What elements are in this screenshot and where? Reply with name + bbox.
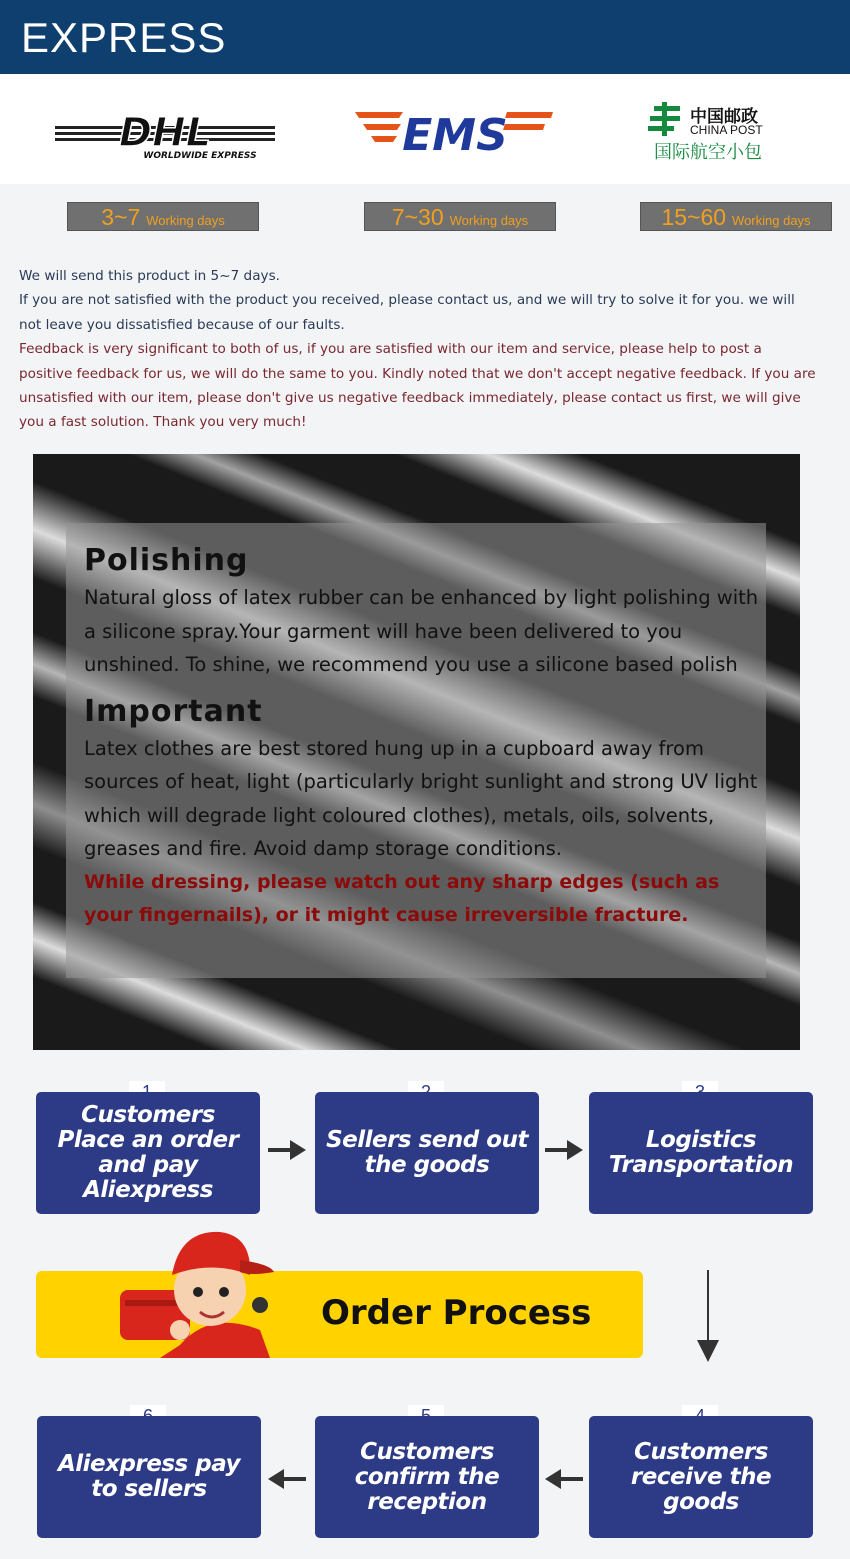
header-title: EXPRESS	[21, 14, 227, 61]
page-header	[0, 0, 850, 74]
order-process-title: Order Process	[321, 1293, 592, 1333]
polishing-heading: Polishing	[84, 543, 249, 578]
dhl-days-label: Working days	[146, 213, 225, 228]
step-2-box: Sellers send out the goods	[315, 1092, 539, 1214]
ems-logo	[355, 106, 555, 156]
post-days-num: 15~60	[661, 204, 727, 230]
ems-days-label: Working days	[449, 213, 529, 228]
warning-text: While dressing, please watch out any sharp edges (such as your fingernails), or it might cause irreversible fracture.	[84, 870, 720, 926]
dhl-days-num: 3~7	[101, 204, 141, 230]
ems-days-num: 7~30	[391, 204, 444, 230]
step-3-box: Logistics Transportation	[589, 1092, 813, 1214]
china-post-cn-title: 中国邮政	[690, 107, 758, 127]
step-4-box: Customers receive the goods	[589, 1416, 813, 1538]
important-heading: Important	[84, 693, 263, 729]
satisfaction-note: If you are not satisfied with the product you received, please contact us, and we will try to solve it for you. we will not leave you dissatisfied because of our faults.	[19, 292, 795, 333]
arrow-down-icon	[695, 1270, 721, 1362]
ems-days-badge	[364, 202, 556, 231]
shipping-notes	[19, 264, 819, 435]
china-post-en-title: CHINA POST	[690, 123, 763, 137]
arrow-left-icon	[268, 1467, 306, 1491]
care-text-panel	[66, 523, 766, 978]
important-text: Latex clothes are best stored hung up in a cupboard away from sources of heat, light (particularly bright sunlight and strong UV light which will degrade light coloured clothes), metals, oils, solvents, greases and fire. Avoid damp storage conditions.	[84, 736, 758, 860]
arrow-left-icon	[545, 1467, 583, 1491]
care-text	[84, 541, 764, 933]
delivery-mascot-icon	[120, 1220, 300, 1360]
step-5-box: Customers confirm the reception	[315, 1416, 539, 1538]
arrow-right-icon	[545, 1138, 583, 1162]
china-post-cn-sub: 国际航空小包	[654, 142, 762, 162]
dhl-logo-text: DHL	[118, 110, 212, 156]
ems-logo-text: EMS	[402, 110, 508, 156]
china-post-logo	[648, 102, 788, 162]
dhl-logo	[55, 104, 275, 164]
shipping-time-note: We will send this product in 5~7 days.	[19, 268, 280, 284]
feedback-note: Feedback is very significant to both of us, if you are satisfied with our item and service, please help to post a positive feedback for us, we will do the same to you. Kindly noted that we don't accept negative feedback. If you are unsatisfied with our item, please don't give us negative feedback immediately, please contact us first, we will give you a fast solution. Thank you very much!	[19, 341, 816, 431]
care-section	[33, 454, 800, 1050]
step-1-box: Customers Place an order and pay Aliexpress	[36, 1092, 260, 1214]
polishing-text: Natural gloss of latex rubber can be enhanced by light polishing with a silicone spray.Your garment will have been delivered to you unshined. To shine, we recommend you use a silicone based polish	[84, 586, 759, 676]
arrow-right-icon	[268, 1138, 306, 1162]
post-days-badge	[640, 202, 832, 231]
dhl-days-badge	[67, 202, 259, 231]
step-6-box: Aliexpress pay to sellers	[37, 1416, 261, 1538]
dhl-sub-text: WORLDWIDE EXPRESS	[143, 151, 257, 161]
post-days-label: Working days	[732, 213, 811, 228]
carrier-logos	[0, 74, 850, 184]
